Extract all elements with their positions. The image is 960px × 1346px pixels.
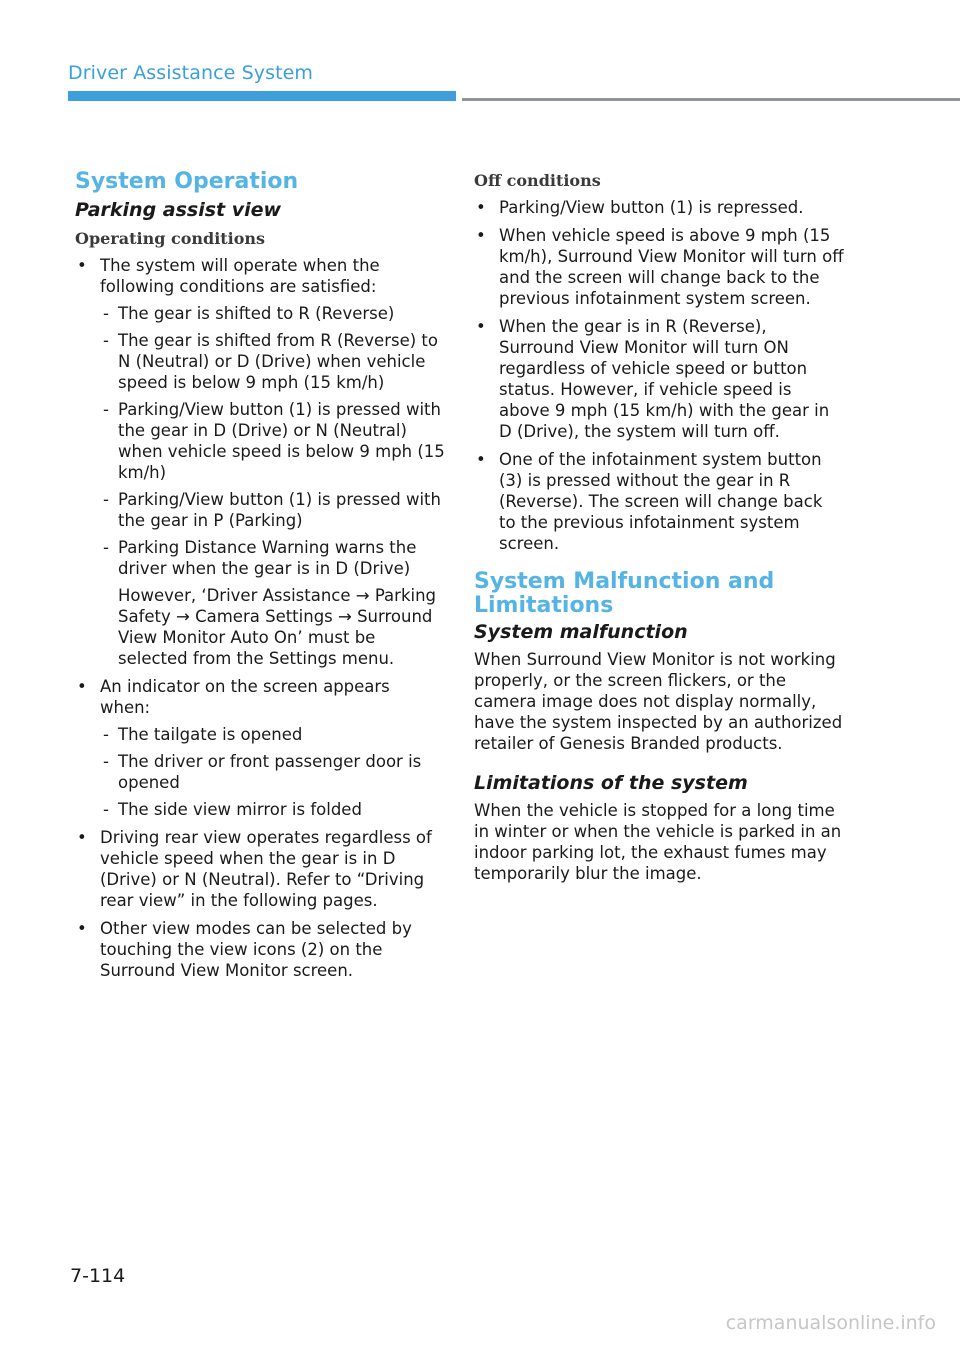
sub-list-item: - Parking/View button (1) is pressed with the gear in P (Parking) [100,489,445,531]
section-title-system-operation: System Operation [75,169,299,194]
left-column [75,170,445,988]
subsection-title-parking-assist-view: Parking assist view [75,199,282,221]
list-item: • Other view modes can be selected by touching the view icons (2) on the Surround View Monitor screen. [75,918,445,981]
subsection-title-limitations: Limitations of the system [474,772,748,794]
off-conditions-heading: Off conditions [474,171,601,190]
sub-list-item: - The side view mirror is folded [100,799,445,820]
limitations-paragraph: When the vehicle is stopped for a long time in winter or when the vehicle is parked in an indoor parking lot, the exhaust fumes may temporarily blur the image. [474,801,842,883]
page-number: 7-114 [70,1265,126,1287]
section-title-malfunction-limitations: System Malfunction and Limitations [474,569,775,618]
right-column [474,170,844,884]
off-conditions-list [474,197,844,554]
bullet-text: The system will operate when the following conditions are satisfied: [100,256,380,296]
sub-list [100,724,445,820]
running-header-title: Driver Assistance System [68,62,314,84]
subsection-title-system-malfunction: System malfunction [474,621,688,643]
sub-list-item: - Parking Distance Warning warns the driver when the gear is in D (Drive) [100,537,445,579]
sub-list [100,303,445,579]
sub-list-item: - The gear is shifted to R (Reverse) [100,303,445,324]
watermark: carmanualsonline.info [725,1312,936,1334]
settings-note: However, ‘Driver Assistance → Parking Safety → Camera Settings → Surround View Monitor Auto On’ must be selected from the Settings menu. [118,586,437,668]
operating-conditions-list [75,255,445,981]
list-item: • Parking/View button (1) is repressed. [474,197,844,218]
malfunction-paragraph: When Surround View Monitor is not working properly, or the screen flickers, or the camera image does not display normally, have the system inspected by an authorized retailer of Genesis Branded products. [474,650,843,753]
header-rule-gray [462,98,960,101]
list-item [75,676,445,820]
operating-conditions-heading: Operating conditions [75,229,266,248]
sub-list-item: - The driver or front passenger door is opened [100,751,445,793]
sub-list-item: - The tailgate is opened [100,724,445,745]
list-item: • When vehicle speed is above 9 mph (15 km/h), Surround View Monitor will turn off and the screen will change back to the previous infotainment system screen. [474,225,844,309]
header-rule-accent [68,91,456,101]
list-item: • One of the infotainment system button (3) is pressed without the gear in R (Reverse). The screen will change back to the previous infotainment system screen. [474,449,844,554]
list-item [75,255,445,669]
list-item: • When the gear is in R (Reverse), Surround View Monitor will turn ON regardless of vehicle speed or button status. However, if vehicle speed is above 9 mph (15 km/h) with the gear in D (Drive), the system will turn off. [474,316,844,442]
bullet-text: An indicator on the screen appears when: [100,677,390,717]
list-item: • Driving rear view operates regardless of vehicle speed when the gear is in D (Drive) or N (Neutral). Refer to “Driving rear view” in the following pages. [75,827,445,911]
sub-list-item: - The gear is shifted from R (Reverse) to N (Neutral) or D (Drive) when vehicle speed is below 9 mph (15 km/h) [100,330,445,393]
sub-list-item: - Parking/View button (1) is pressed with the gear in D (Drive) or N (Neutral) when vehicle speed is below 9 mph (15 km/h) [100,399,445,483]
